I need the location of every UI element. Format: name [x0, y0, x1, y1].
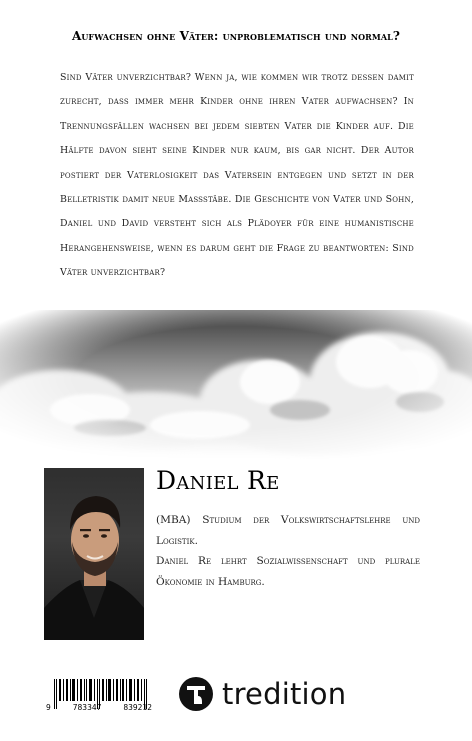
clouds-image: [0, 310, 472, 460]
tredition-logo-icon: [178, 676, 214, 712]
isbn-digit: 9: [46, 703, 51, 712]
publisher-logo-block: [178, 674, 346, 714]
isbn-digits: [46, 703, 152, 712]
publisher-name: tredition: [222, 677, 347, 711]
author-name: Daniel Re: [156, 466, 280, 495]
blurb-text: Sind Väter unverzichtbar? Wenn ja, wie kommen wir trotz dessen damit zurecht, dass immer mehr Kinder ohne ihren Vater aufwachsen? In Trennungsfällen wachsen bei jedem siebten Vater die Kinder auf. Die Hälfte davon sieht seine Kinder nur kaum, bis gar nicht. Der Autor postiert der Vaterlosigkeit das Vatersein entgegen und setzt in der Belletristik damit neue Maßstäbe. Die Geschichte von Vater und Sohn, Daniel und David versteht sich als Plädoyer für eine humanistische Herangehensweise, wenn es darum geht die Frage zu beantworten: Sind Väter unverzichtbar?: [60, 72, 414, 279]
author-photo: [44, 468, 144, 640]
back-cover-title: Aufwachsen ohne Väter: unproblematisch und normal?: [71, 29, 401, 43]
author-bio-line: (MBA) Studium der Volkswirtschaftslehre und Logistik.: [156, 514, 420, 547]
isbn-digit-group: 783347: [72, 703, 102, 712]
isbn-digit-group: 839212: [123, 703, 152, 712]
author-bio-line: Daniel Re lehrt Sozialwissenschaft und plurale Ökonomie in Hamburg.: [156, 555, 420, 588]
author-bio: [156, 510, 420, 592]
